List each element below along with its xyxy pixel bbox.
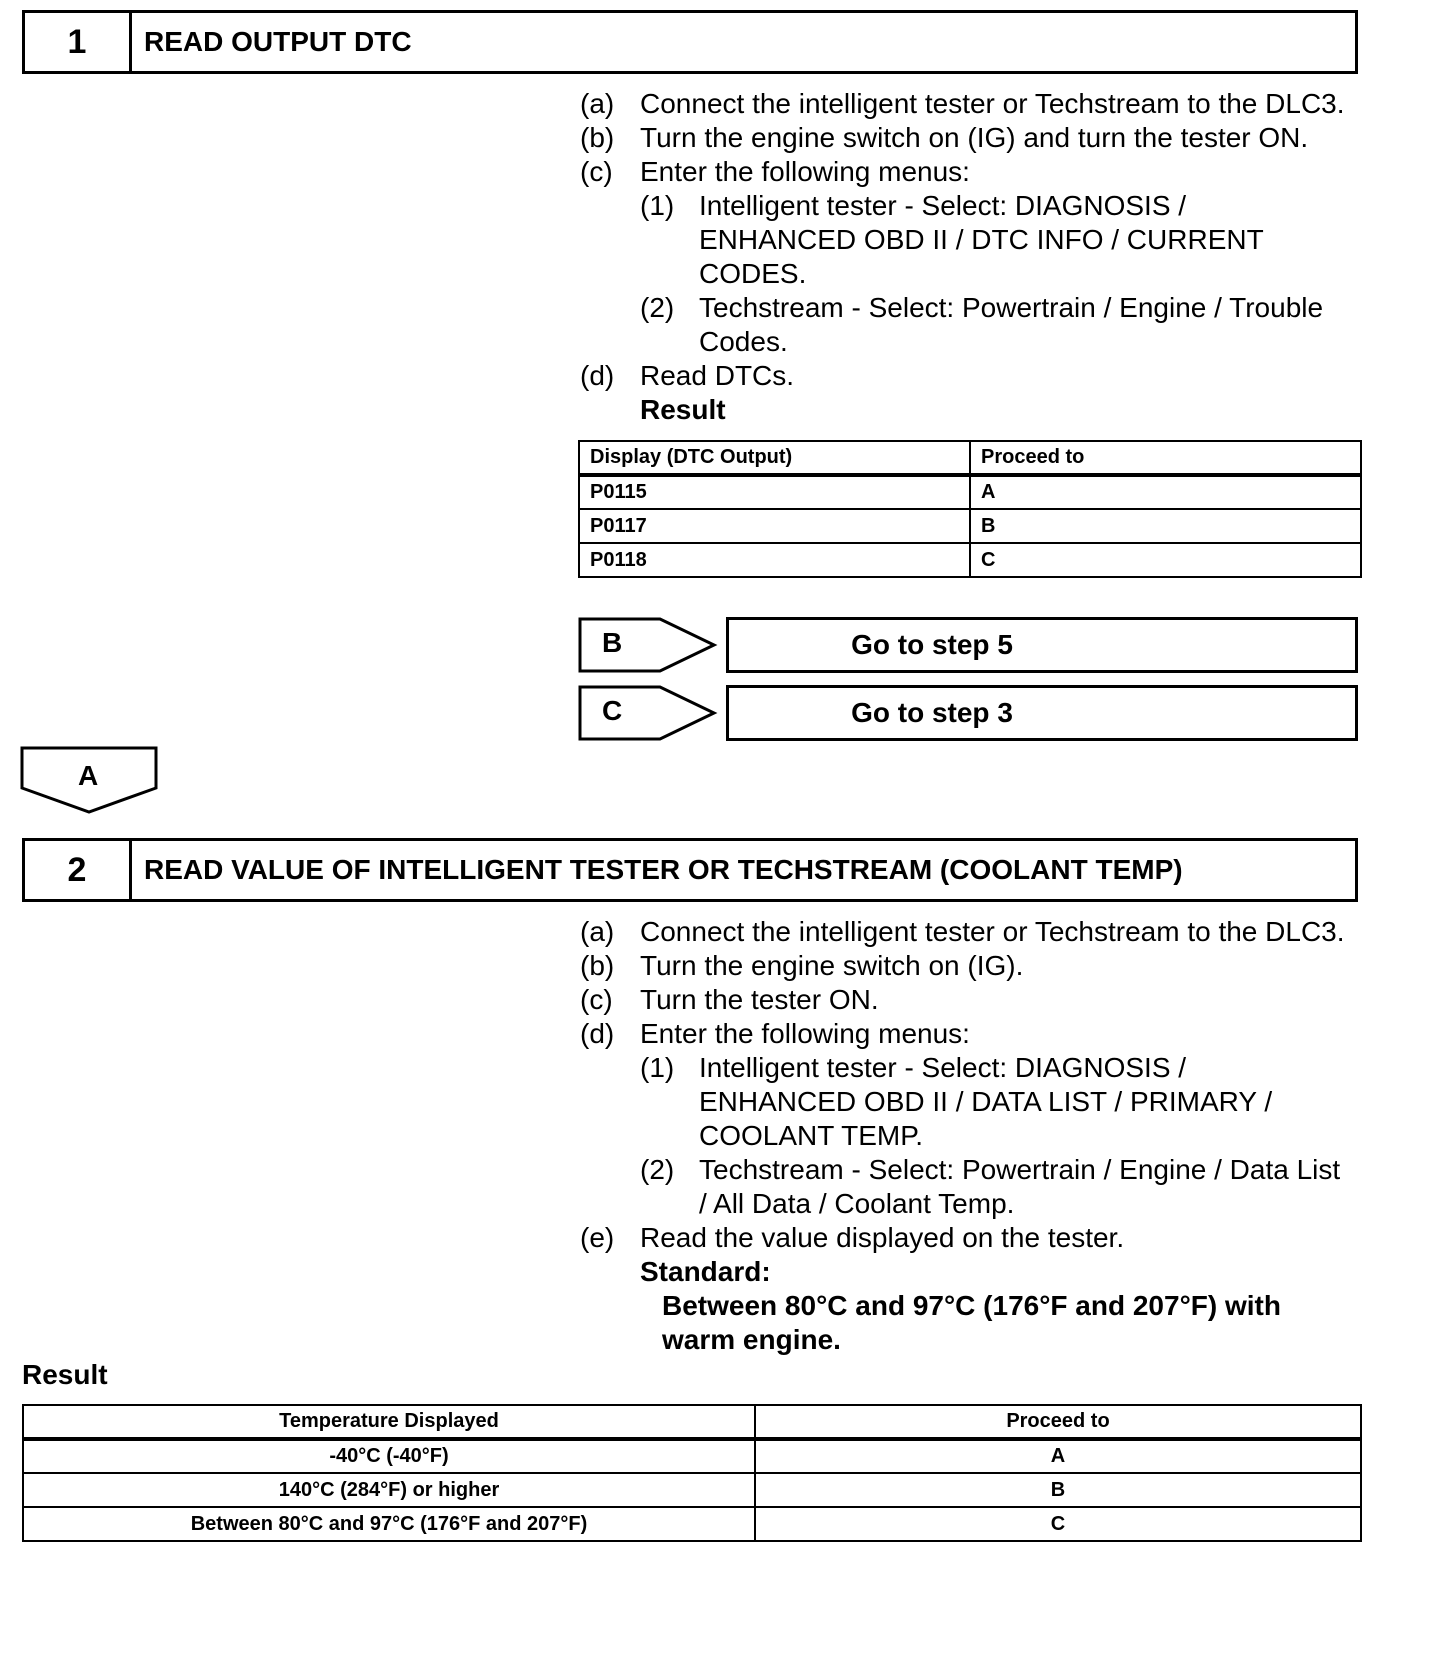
continue-a-tag — [20, 746, 160, 816]
step-1-item-a-label: (a) — [580, 88, 615, 119]
table-row — [23, 1507, 1361, 1541]
table-header-cell: Display (DTC Output) — [579, 441, 970, 475]
step-2-item-a-label: (a) — [580, 916, 615, 947]
go-to-step-3-text: Go to step 3 — [851, 697, 1013, 728]
step-2-item-c-label: (c) — [580, 984, 613, 1015]
go-to-step-5-text: Go to step 5 — [851, 629, 1013, 660]
step-1-result-table — [578, 440, 1362, 578]
step-2-sub-2-text-cont: / All Data / Coolant Temp. — [699, 1188, 1015, 1219]
go-to-step-5-box — [726, 617, 1358, 673]
table-header-cell: Proceed to — [755, 1405, 1361, 1439]
table-cell: B — [970, 509, 1361, 543]
step-2-sub-2-text: Techstream - Select: Powertrain / Engine / Data List — [699, 1154, 1341, 1185]
table-header-row — [579, 441, 1361, 475]
step-1-item-d-text: Read DTCs. — [640, 360, 795, 391]
step-2-sub-1-text-cont: ENHANCED OBD II / DATA LIST / PRIMARY / — [699, 1086, 1273, 1117]
table-row — [23, 1473, 1361, 1507]
step-2-item-b-label: (b) — [580, 950, 615, 981]
step-1-sub-1-text: Intelligent tester - Select: DIAGNOSIS / — [699, 190, 1187, 221]
step-1-header — [22, 10, 1358, 74]
step-1-sub-1-text-cont: ENHANCED OBD II / DTC INFO / CURRENT — [699, 224, 1264, 255]
step-2-number: 2 — [25, 841, 132, 899]
table-cell: P0118 — [579, 543, 970, 577]
branch-b-tag — [578, 617, 718, 673]
table-row — [579, 509, 1361, 543]
table-cell: C — [970, 543, 1361, 577]
step-1-item-b-text: Turn the engine switch on (IG) and turn the tester ON. — [640, 122, 1309, 153]
table-cell: A — [970, 475, 1361, 509]
standard-label: Standard: — [640, 1256, 771, 1287]
step-2-sub-2-label: (2) — [640, 1154, 675, 1185]
table-cell: Between 80°C and 97°C (176°F and 207°F) — [23, 1507, 755, 1541]
step-2-item-a-text: Connect the intelligent tester or Techstream to the DLC3. — [640, 916, 1345, 947]
step-2-item-d-label: (d) — [580, 1018, 615, 1049]
table-header-cell: Proceed to — [970, 441, 1361, 475]
table-header-row — [23, 1405, 1361, 1439]
table-row — [579, 543, 1361, 577]
step-2-result-table — [22, 1404, 1362, 1542]
step-1-sub-1-label: (1) — [640, 190, 675, 221]
step-1-sub-2-text: Techstream - Select: Powertrain / Engine / Trouble — [699, 292, 1324, 323]
step-2-sub-1-text: Intelligent tester - Select: DIAGNOSIS / — [699, 1052, 1187, 1083]
step-2-item-e-text: Read the value displayed on the tester. — [640, 1222, 1125, 1253]
table-header-cell: Temperature Displayed — [23, 1405, 755, 1439]
table-cell: A — [755, 1439, 1361, 1473]
go-to-step-3-box — [726, 685, 1358, 741]
step-2-header — [22, 838, 1358, 902]
step-1-result-label: Result — [640, 394, 726, 425]
step-2-item-b-text: Turn the engine switch on (IG). — [640, 950, 1024, 981]
step-1-item-a-text: Connect the intelligent tester or Techstream to the DLC3. — [640, 88, 1345, 119]
table-cell: -40°C (-40°F) — [23, 1439, 755, 1473]
branch-b-letter: B — [602, 627, 623, 658]
standard-value-cont: warm engine. — [662, 1324, 841, 1355]
step-1-number: 1 — [25, 13, 132, 71]
step-2-sub-1-text-cont2: COOLANT TEMP. — [699, 1120, 924, 1151]
step-1-sub-1-text-cont2: CODES. — [699, 258, 807, 289]
table-row — [579, 475, 1361, 509]
continue-a-letter: A — [78, 760, 99, 791]
table-cell: 140°C (284°F) or higher — [23, 1473, 755, 1507]
standard-value: Between 80°C and 97°C (176°F and 207°F) with — [662, 1290, 1281, 1321]
table-row — [23, 1439, 1361, 1473]
table-cell: B — [755, 1473, 1361, 1507]
step-2-title: READ VALUE OF INTELLIGENT TESTER OR TECHSTREAM (COOLANT TEMP) — [144, 854, 1183, 885]
step-1-title: READ OUTPUT DTC — [144, 26, 412, 57]
step-1-sub-2-label: (2) — [640, 292, 675, 323]
step-2-item-c-text: Turn the tester ON. — [640, 984, 879, 1015]
table-cell: C — [755, 1507, 1361, 1541]
step-1-item-d-label: (d) — [580, 360, 615, 391]
step-2-sub-1-label: (1) — [640, 1052, 675, 1083]
step-1-item-b-label: (b) — [580, 122, 615, 153]
branch-c-tag — [578, 685, 718, 741]
table-cell: P0115 — [579, 475, 970, 509]
step-1-sub-2-text-cont: Codes. — [699, 326, 788, 357]
step-2-item-e-label: (e) — [580, 1222, 615, 1253]
branch-arrow-icon — [578, 685, 718, 741]
table-cell: P0117 — [579, 509, 970, 543]
step-1-item-c-label: (c) — [580, 156, 613, 187]
branch-arrow-icon — [578, 617, 718, 673]
step-1-item-c-text: Enter the following menus: — [640, 156, 970, 187]
step-2-result-label: Result — [22, 1359, 108, 1390]
step-2-item-d-text: Enter the following menus: — [640, 1018, 970, 1049]
branch-c-letter: C — [602, 695, 623, 726]
